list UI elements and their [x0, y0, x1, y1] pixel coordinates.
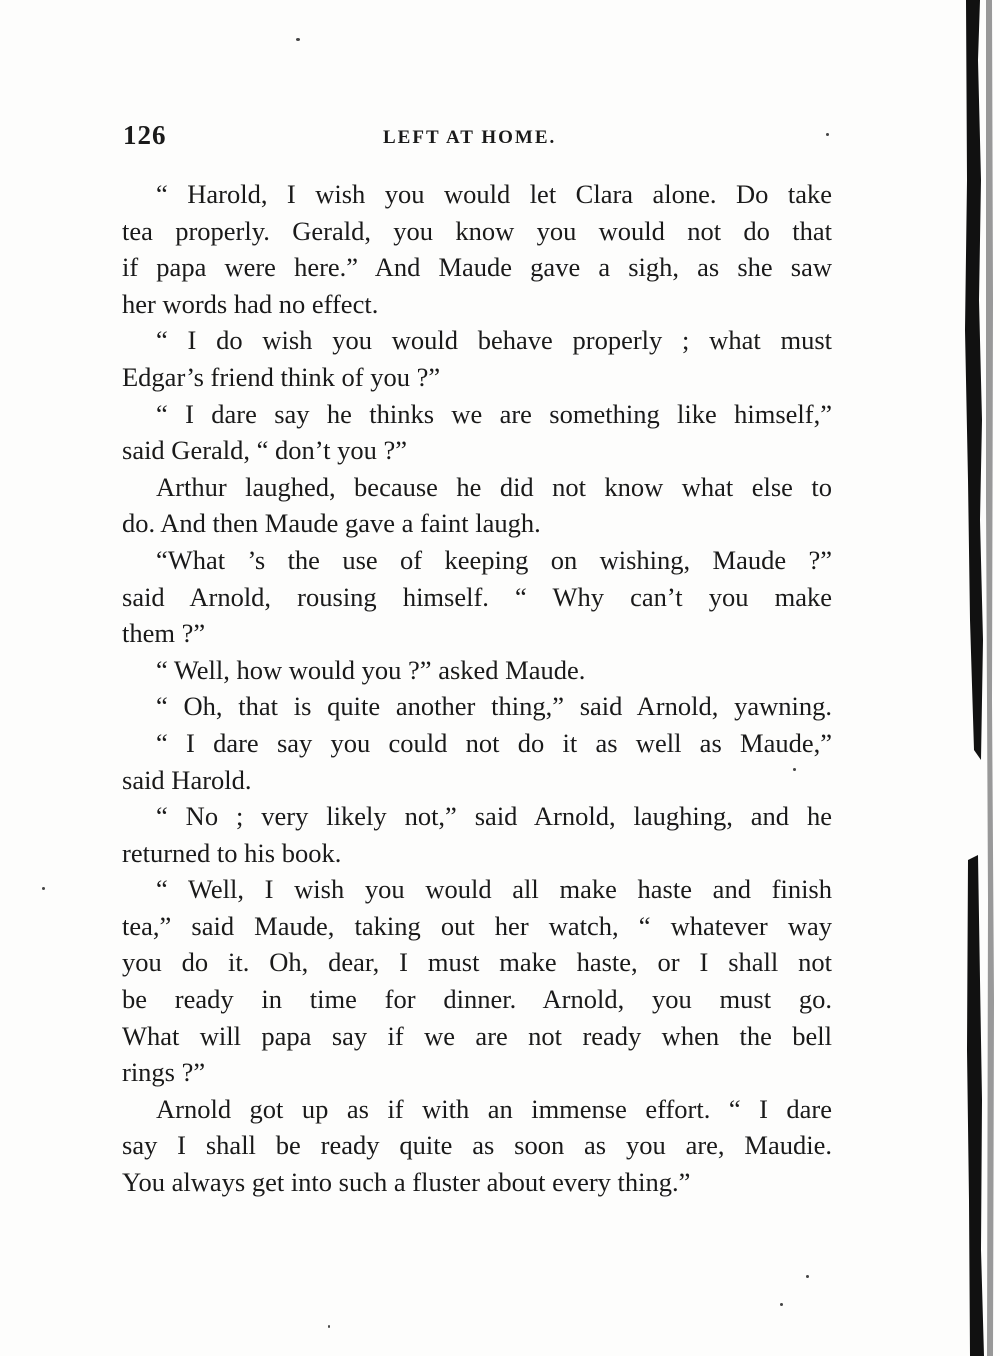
text-line: “ I dare say you could not do it as well as Maude,”	[156, 727, 832, 758]
text-line: Arthur laughed, because he did not know what else to	[156, 471, 832, 502]
text-line: “ Well, how would you ?” asked Maude.	[156, 654, 586, 685]
page-number: 126	[123, 120, 167, 150]
text-line: “ I dare say he thinks we are something like himself,”	[156, 398, 832, 429]
running-title: LEFT AT HOME.	[383, 127, 557, 148]
speck	[296, 38, 300, 41]
text-line: What will papa say if we are not ready when the bell	[122, 1020, 832, 1051]
speck	[826, 133, 829, 136]
text-line: said Gerald, “ don’t you ?”	[122, 435, 408, 466]
speck	[42, 887, 45, 890]
speck	[328, 1325, 330, 1328]
text-line: if papa were here.” And Maude gave a sigh, as she saw	[122, 252, 832, 283]
text-line: tea properly. Gerald, you know you would not do that	[122, 215, 832, 246]
text-line: them ?”	[122, 618, 206, 649]
text-line: Arnold got up as if with an immense effort. “ I dare	[156, 1093, 832, 1124]
text-line: “ No ; very likely not,” said Arnold, laughing, and he	[156, 801, 832, 832]
body-text	[122, 176, 832, 1201]
text-line: tea,” said Maude, taking out her watch, “ whatever way	[122, 910, 832, 941]
text-line: returned to his book.	[122, 837, 342, 868]
binding-shadow	[956, 0, 1000, 1356]
text-line: “ I do wish you would behave properly ; what must	[156, 325, 832, 356]
text-line: You always get into such a fluster about every thing.”	[122, 1167, 691, 1198]
text-line: said Arnold, rousing himself. “ Why can’t you make	[122, 581, 832, 612]
speck	[806, 1275, 809, 1278]
text-line: Edgar’s friend think of you ?”	[122, 361, 441, 392]
speck	[793, 768, 796, 771]
text-line: you do it. Oh, dear, I must make haste, or I shall not	[122, 947, 832, 978]
text-line: be ready in time for dinner. Arnold, you must go.	[122, 984, 832, 1015]
text-line: say I shall be ready quite as soon as you are, Maudie.	[122, 1130, 832, 1161]
text-line: said Harold.	[122, 764, 252, 795]
text-line: “ Well, I wish you would all make haste and finish	[156, 874, 832, 905]
text-line: “What ’s the use of keeping on wishing, Maude ?”	[156, 544, 832, 575]
text-line: her words had no effect.	[122, 288, 379, 319]
text-line: “ Oh, that is quite another thing,” said Arnold, yawning.	[156, 691, 832, 722]
text-line: “ Harold, I wish you would let Clara alone. Do take	[156, 179, 832, 209]
speck	[780, 1303, 783, 1306]
text-line: rings ?”	[122, 1057, 206, 1088]
text-line: do. And then Maude gave a faint laugh.	[122, 508, 541, 539]
